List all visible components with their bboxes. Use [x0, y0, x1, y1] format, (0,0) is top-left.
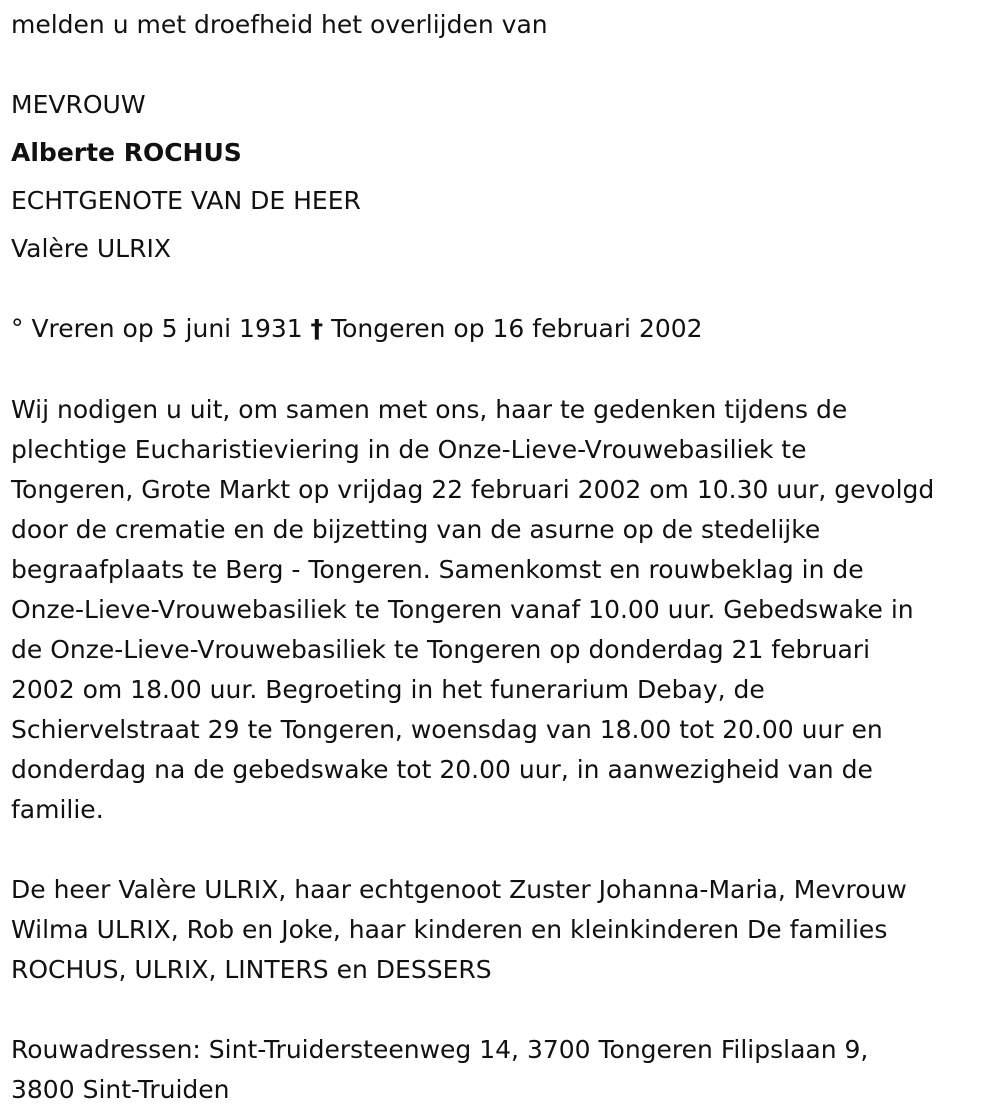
family-line: ROCHUS, ULRIX, LINTERS en DESSERS	[11, 955, 492, 984]
intro-text: melden u met droefheid het overlijden van	[11, 10, 548, 39]
death-info: Tongeren op 16 februari 2002	[331, 314, 703, 343]
invitation-line: Schiervelstraat 29 te Tongeren, woensdag van 18.00 tot 20.00 uur en	[11, 715, 883, 744]
invitation-line: Tongeren, Grote Markt op vrijdag 22 februari 2002 om 10.30 uur, gevolgd	[11, 475, 935, 504]
spouse-name: Valère ULRIX	[11, 234, 171, 263]
invitation-line: plechtige Eucharistieviering in de Onze-Lieve-Vrouwebasiliek te	[11, 435, 807, 464]
birth-info: ° Vreren op 5 juni 1931	[11, 314, 303, 343]
invitation-line: Wij nodigen u uit, om samen met ons, haar te gedenken tijdens de	[11, 395, 848, 424]
invitation-line: familie.	[11, 795, 104, 824]
invitation-line: donderdag na de gebedswake tot 20.00 uur, in aanwezigheid van de	[11, 755, 873, 784]
family-line: De heer Valère ULRIX, haar echtgenoot Zuster Johanna-Maria, Mevrouw	[11, 875, 907, 904]
family-paragraph	[11, 870, 991, 990]
invitation-line: 2002 om 18.00 uur. Begroeting in het funerarium Debay, de	[11, 675, 765, 704]
cross-icon: †	[310, 314, 324, 343]
invitation-line: door de crematie en de bijzetting van de asurne op de stedelijke	[11, 515, 821, 544]
honorific-title: MEVROUW	[11, 90, 146, 119]
address-line: 3800 Sint-Truiden	[11, 1075, 230, 1104]
invitation-line: begraafplaats te Berg - Tongeren. Samenkomst en rouwbeklag in de	[11, 555, 864, 584]
address-line: Rouwadressen: Sint-Truidersteenweg 14, 3700 Tongeren Filipslaan 9,	[11, 1035, 869, 1064]
deceased-name: Alberte ROCHUS	[11, 138, 242, 167]
invitation-line: de Onze-Lieve-Vrouwebasiliek te Tongeren op donderdag 21 februari	[11, 635, 871, 664]
spouse-label: ECHTGENOTE VAN DE HEER	[11, 186, 361, 215]
invitation-paragraph	[11, 390, 991, 830]
family-line: Wilma ULRIX, Rob en Joke, haar kinderen en kleinkinderen De families	[11, 915, 888, 944]
invitation-line: Onze-Lieve-Vrouwebasiliek te Tongeren vanaf 10.00 uur. Gebedswake in	[11, 595, 914, 624]
mourning-addresses	[11, 1030, 991, 1110]
birth-death-dates	[11, 314, 703, 344]
